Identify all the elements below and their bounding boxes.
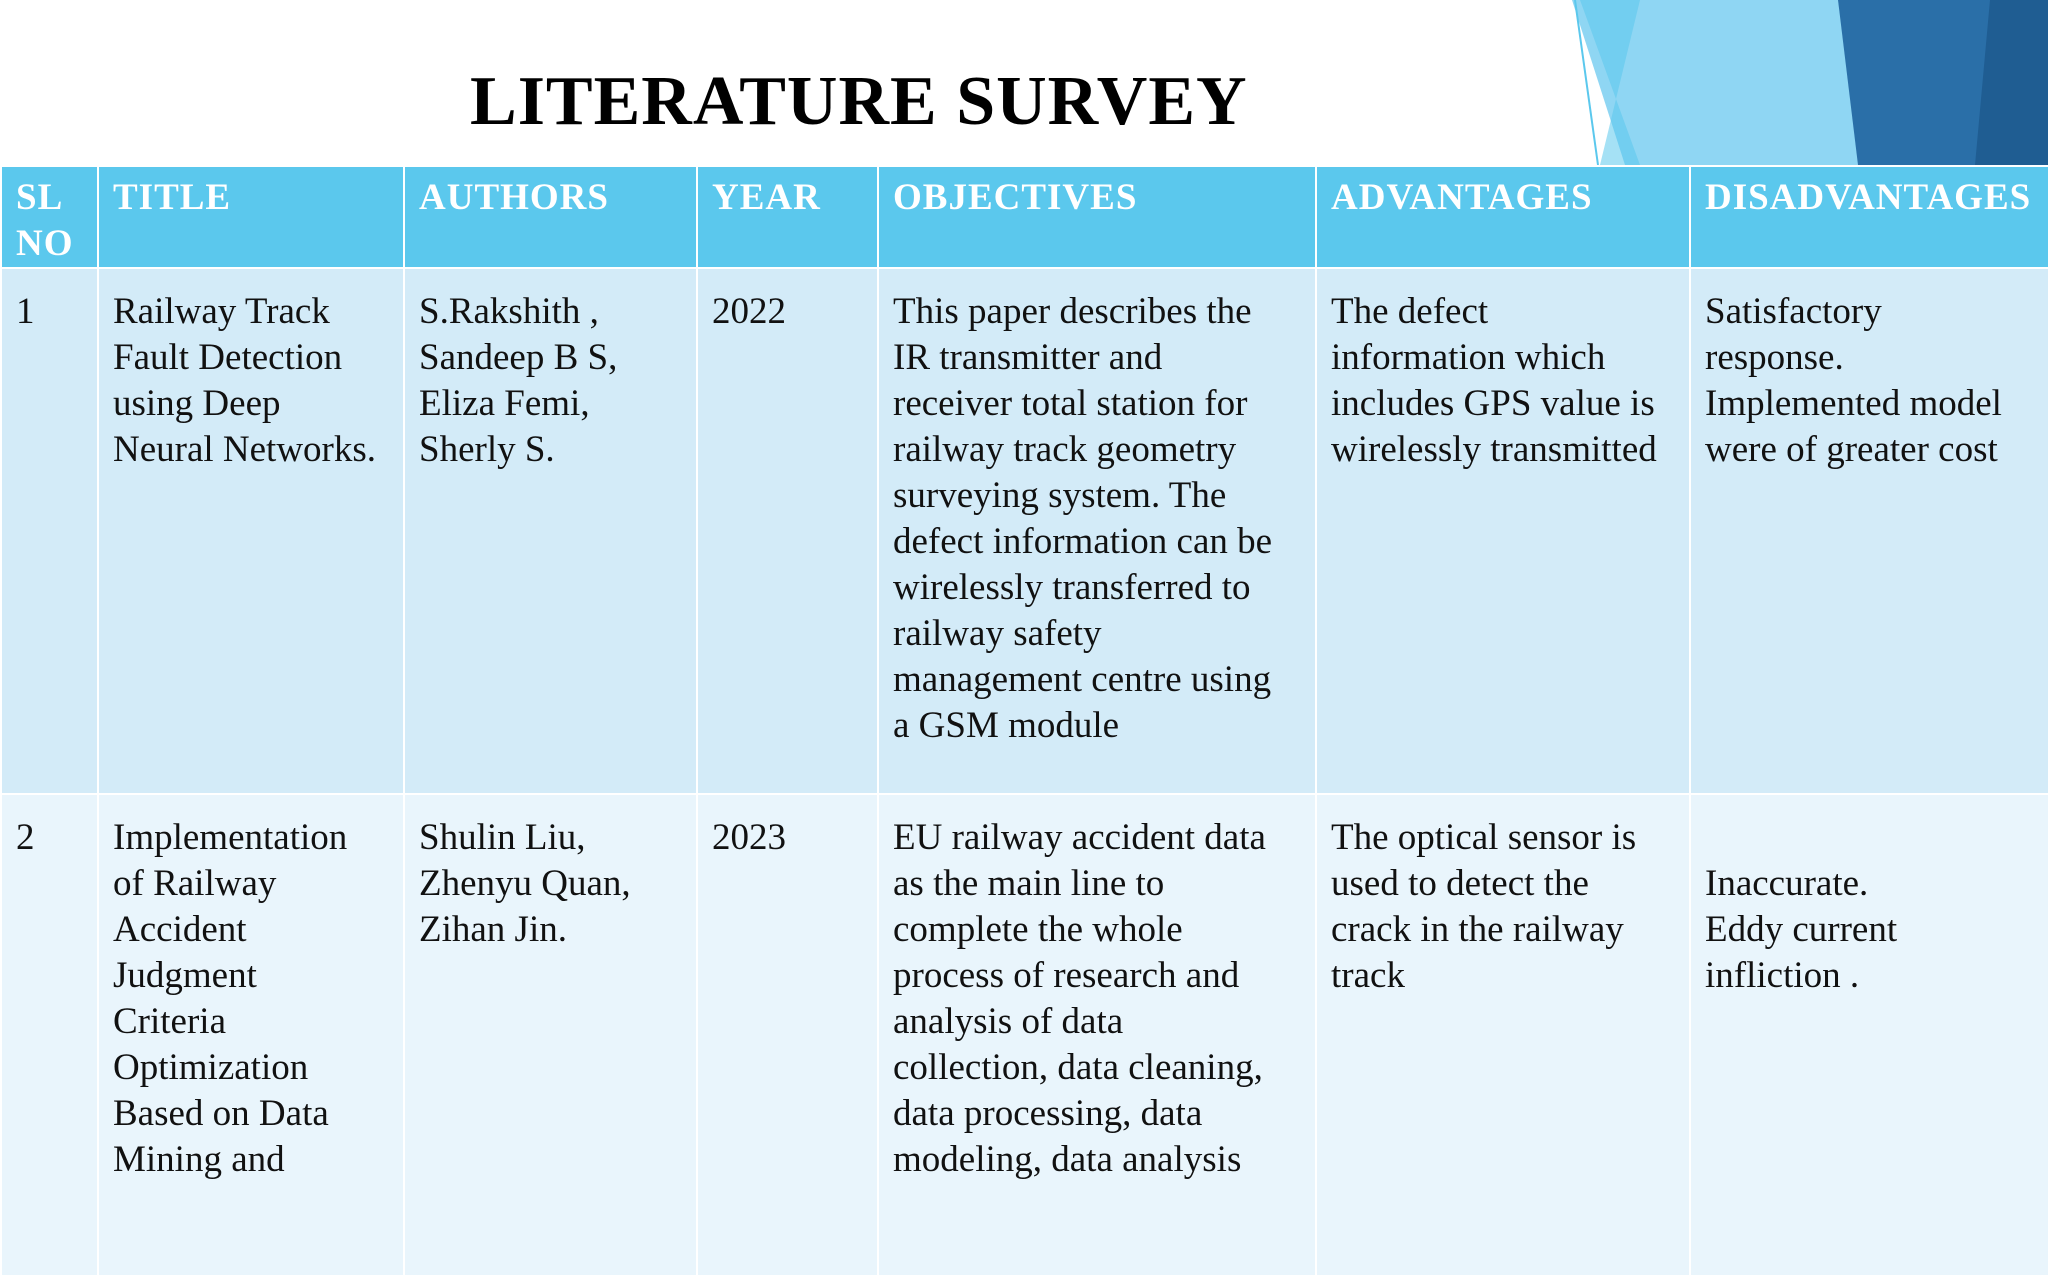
cell-year: 2022 <box>697 268 878 794</box>
cell-text-line: analysis of data <box>893 1001 1124 1042</box>
cell-text-line: Eddy current <box>1705 909 1898 950</box>
header-sl-no: SL NO <box>1 166 98 268</box>
cell-text-line: defect information can be <box>893 521 1273 562</box>
cell-text-line: includes GPS value is <box>1331 383 1655 424</box>
cell-text-line: EU railway accident data <box>893 817 1266 858</box>
cell-text-line: surveying system. The <box>893 475 1227 516</box>
header-authors: AUTHORS <box>404 166 697 268</box>
cell-text-line: Railway Track <box>113 291 330 332</box>
cell-sl-no: 2 <box>1 794 98 1276</box>
cell-text-line: of Railway <box>113 863 277 904</box>
header-year: YEAR <box>697 166 878 268</box>
cell-disadvantages <box>1690 268 2049 794</box>
cell-text-line: Accident <box>113 909 247 950</box>
cell-text-line: data processing, data <box>893 1093 1203 1134</box>
cell-text-line: infliction . <box>1705 955 1860 996</box>
cell-title <box>98 794 404 1276</box>
cell-text-line: used to detect the <box>1331 863 1589 904</box>
cell-advantages <box>1316 794 1690 1276</box>
header-disadvantages: DISADVANTAGES <box>1690 166 2049 268</box>
cell-text-line: Satisfactory <box>1705 291 1882 332</box>
header-objectives: OBJECTIVES <box>878 166 1316 268</box>
cell-text-line: Sandeep B S, <box>419 337 618 378</box>
cell-text-line: receiver total station for <box>893 383 1248 424</box>
cell-text-line: process of research and <box>893 955 1240 996</box>
cell-text-line: as the main line to <box>893 863 1165 904</box>
cell-text-line: Inaccurate. <box>1705 863 1869 904</box>
cell-text-line: Based on Data <box>113 1093 329 1134</box>
cell-text-line: Zihan Jin. <box>419 909 567 950</box>
cell-text-line: Criteria <box>113 1001 227 1042</box>
header-row <box>1 166 2049 268</box>
cell-text-line: IR transmitter and <box>893 337 1163 378</box>
cell-text-line: Sherly S. <box>419 429 555 470</box>
header-advantages: ADVANTAGES <box>1316 166 1690 268</box>
cell-text-line: information which <box>1331 337 1606 378</box>
literature-table <box>0 165 2050 1277</box>
cell-authors <box>404 268 697 794</box>
cell-text-line: The optical sensor is <box>1331 817 1637 858</box>
cell-text-line: track <box>1331 955 1405 996</box>
cell-text-line: railway track geometry <box>893 429 1237 470</box>
cell-text-line: wirelessly transmitted <box>1331 429 1657 470</box>
table-row <box>1 794 2049 1276</box>
cell-text-line: modeling, data analysis <box>893 1139 1242 1180</box>
cell-text-line: Neural Networks. <box>113 429 377 470</box>
cell-title <box>98 268 404 794</box>
cell-text-line: crack in the railway <box>1331 909 1624 950</box>
cell-objectives <box>878 794 1316 1276</box>
cell-advantages <box>1316 268 1690 794</box>
cell-text-line: Optimization <box>113 1047 309 1088</box>
cell-text-line: S.Rakshith , <box>419 291 599 332</box>
cell-authors <box>404 794 697 1276</box>
cell-objectives <box>878 268 1316 794</box>
cell-text-line: This paper describes the <box>893 291 1252 332</box>
cell-text-line: Implementation <box>113 817 348 858</box>
cell-text-line: using Deep <box>113 383 281 424</box>
cell-text-line: collection, data cleaning, <box>893 1047 1263 1088</box>
cell-text-line: railway safety <box>893 613 1102 654</box>
header-title: TITLE <box>98 166 404 268</box>
cell-text-line: Judgment <box>113 955 257 996</box>
cell-sl-no: 1 <box>1 268 98 794</box>
cell-text-line: Fault Detection <box>113 337 343 378</box>
cell-text-line: complete the whole <box>893 909 1183 950</box>
cell-text-line: Eliza Femi, <box>419 383 590 424</box>
cell-text-line: a GSM module <box>893 705 1120 746</box>
cell-text-line: Implemented model <box>1705 383 2002 424</box>
cell-text-line: Shulin Liu, <box>419 817 586 858</box>
cell-text-line: The defect <box>1331 291 1489 332</box>
cell-text-line: response. <box>1705 337 1844 378</box>
cell-text-line: Zhenyu Quan, <box>419 863 631 904</box>
cell-text-line: were of greater cost <box>1705 429 1998 470</box>
table-row <box>1 268 2049 794</box>
cell-text-line <box>1705 815 2034 861</box>
page-title: LITERATURE SURVEY <box>470 63 1248 140</box>
cell-disadvantages <box>1690 794 2049 1276</box>
cell-text-line: Mining and <box>113 1139 285 1180</box>
cell-text-line: management centre using <box>893 659 1272 700</box>
cell-year: 2023 <box>697 794 878 1276</box>
cell-text-line: wirelessly transferred to <box>893 567 1251 608</box>
